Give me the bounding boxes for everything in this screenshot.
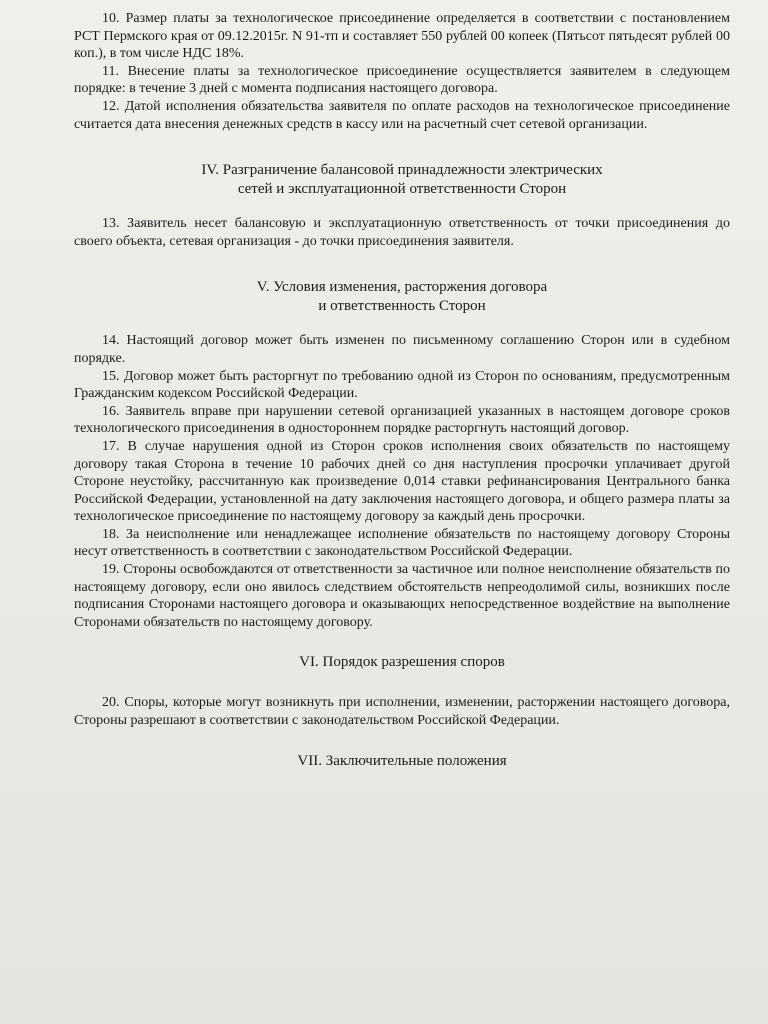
clause-10: 10. Размер платы за технологическое присоединение определяется в соответствии с постановлением РСТ Пермского края от 09.12.2015г. N 91-тп и составляет 550 рублей 00 копеек (Пятьсот пятьдесят рублей 00 коп.), в том числе НДС 18%. xyxy=(74,11,730,62)
clause-11: 11. Внесение платы за технологическое присоединение осуществляется заявителем в следующем порядке: в течение 3 дней с момента подписания настоящего договора. xyxy=(74,63,730,97)
clause-14: 14. Настоящий договор может быть изменен по письменному соглашению Сторон или в судебном порядке. xyxy=(74,333,730,366)
clause-16: 16. Заявитель вправе при нарушении сетевой организацией указанных в настоящем договоре сроков технологического присоединения в одностороннем порядке расторгнуть настоящий договор. xyxy=(74,403,730,437)
section-5-title-line-1: V. Условия изменения, расторжения договора xyxy=(256,279,548,296)
clause-12: 12. Датой исполнения обязательства заявителя по оплате расходов на технологическое присоединение считается дата внесения денежных средств в кассу или на расчетный счет сетевой организации. xyxy=(74,98,730,132)
document-body xyxy=(74,10,730,771)
clause-19: 19. Стороны освобождаются от ответственности за частичное или полное неисполнение обязательств по настоящему договору, если оно явилось следствием обстоятельств непреодолимой силы, возникших после подписания Сторонами настоящего договора и оказывающих непосредственное воздействие на выполнение Сторонами обязательств по настоящему договору. xyxy=(74,562,730,630)
section-6-title: VI. Порядок разрешения споров xyxy=(299,654,505,671)
section-5-title-line-2: и ответственность Сторон xyxy=(318,298,486,315)
clause-13: 13. Заявитель несет балансовую и эксплуатационную ответственность от точки присоединения до своего объекта, сетевая организация - до точки присоединения заявителя. xyxy=(74,216,730,249)
section-4-title-line-1: IV. Разграничение балансовой принадлежности электрических xyxy=(201,162,603,179)
clause-20: 20. Споры, которые могут возникнуть при исполнении, изменении, расторжении настоящего договора, Стороны разрешают в соответствии с законодательством Российской Федерации. xyxy=(74,695,730,729)
section-4-title-line-2: сетей и эксплуатационной ответственности Сторон xyxy=(237,181,567,198)
section-7-title: VII. Заключительные положения xyxy=(297,752,507,769)
clause-17: 17. В случае нарушения одной из Сторон сроков исполнения своих обязательств по настоящему договору такая Сторона в течение 10 рабочих дней со дня наступления просрочки уплачивает другой Стороне неустойку, рассчитанную как произведение 0,014 ставки рефинансирования Центрального банка Российской Федерации, установленной на дату заключения настоящего договора, и общего размера платы за технологическое присоединение по настоящему договору за каждый день просрочки. xyxy=(74,438,730,525)
clause-18: 18. За неисполнение или ненадлежащее исполнение обязательств по настоящему договору Стороны несут ответственность в соответствии с законодательством Российской Федерации. xyxy=(74,526,730,560)
clause-15: 15. Договор может быть расторгнут по требованию одной из Сторон по основаниям, предусмотренным Гражданским кодексом Российской Федерации. xyxy=(74,368,730,402)
